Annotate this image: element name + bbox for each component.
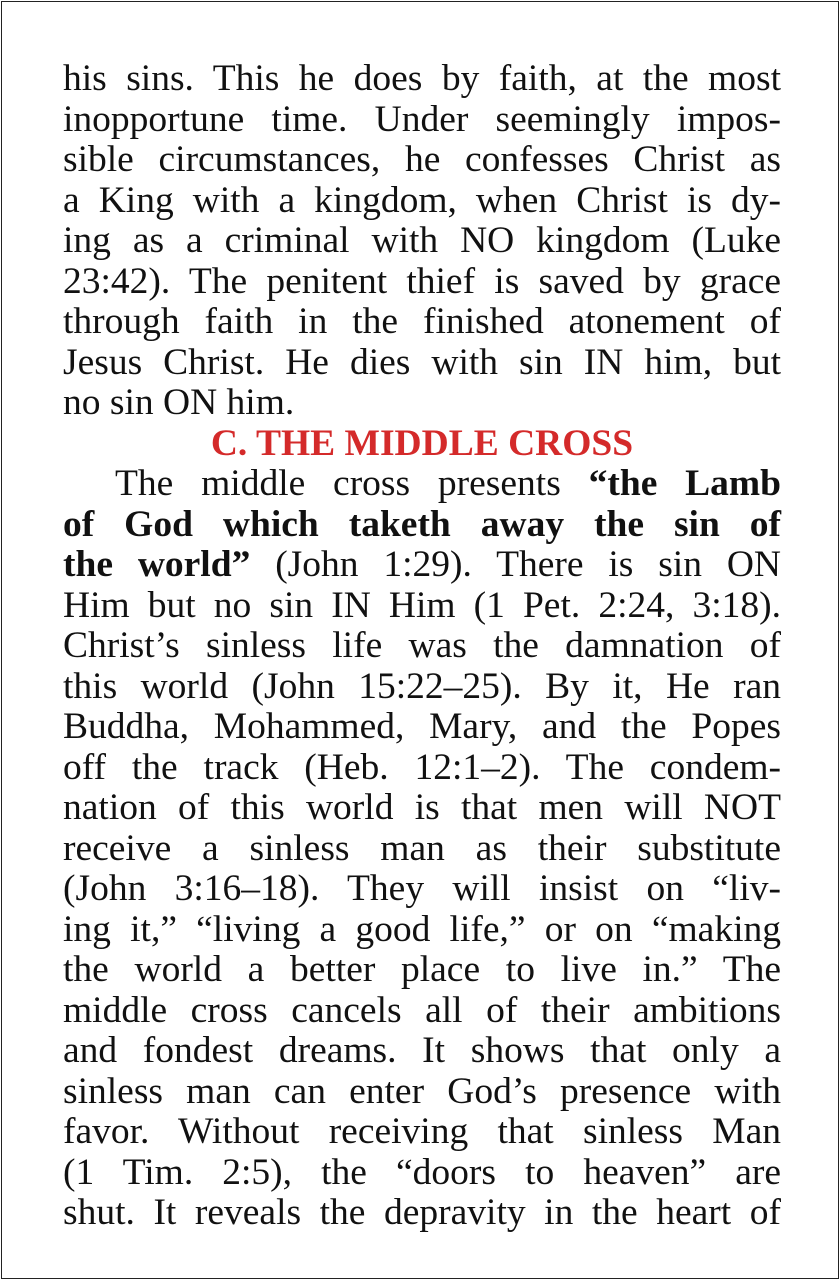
text-line: sinless man can enter God’s presence with	[63, 1070, 781, 1112]
text-line: favor. Without receiving that sinless Man	[63, 1111, 781, 1152]
document-page	[1, 1, 839, 1279]
text-line: the world a better place to live in.” The	[63, 949, 781, 990]
text-line: his sins. This he does by faith, at the most	[63, 58, 781, 99]
text-line: (1 Tim. 2:5), the “doors to heaven” are	[63, 1151, 781, 1193]
text-line: and fondest dreams. It shows that only a	[63, 1030, 781, 1071]
text-line	[63, 464, 781, 505]
text-line: this world (John 15:22–25). By it, He ran	[63, 665, 781, 707]
text-line: receive a sinless man as their substitute	[63, 827, 781, 869]
text-run: (John 1:29). There is sin ON	[250, 544, 781, 585]
text-line: through faith in the finished atonement of	[63, 301, 781, 342]
text-line: middle cross cancels all of their ambitions	[63, 989, 781, 1031]
text-run: The middle cross presents	[115, 463, 589, 504]
paragraph-middle-cross	[63, 464, 781, 1234]
bold-quote-line: of God which taketh away the sin of	[63, 503, 781, 545]
text-line: a King with a kingdom, when Christ is dy-	[63, 179, 781, 221]
text-line: Him but no sin IN Him (1 Pet. 2:24, 3:18).	[63, 584, 781, 626]
text-line: inopportune time. Under seemingly impos-	[63, 98, 781, 140]
text-line: ing as a criminal with NO kingdom (Luke	[63, 220, 781, 261]
text-line: ing it,” “living a good life,” or on “making	[63, 908, 781, 950]
text-line: 23:42). The penitent thief is saved by grace	[63, 260, 781, 302]
section-heading: C. THE MIDDLE CROSS	[210, 422, 634, 464]
text-line: (John 3:16–18). They will insist on “liv-	[63, 868, 781, 909]
text-line: Buddha, Mohammed, Mary, and the Popes	[63, 706, 781, 747]
bold-quote: “the Lamb	[588, 463, 782, 504]
text-line	[63, 545, 781, 586]
text-line: nation of this world is that men will NOT	[63, 787, 781, 828]
paragraph-penitent-thief	[63, 59, 781, 424]
text-line: sible circumstances, he confesses Christ as	[63, 139, 781, 180]
text-line: Jesus Christ. He dies with sin IN him, but	[63, 341, 781, 383]
body-text	[63, 59, 781, 1234]
text-line: no sin ON him.	[63, 382, 295, 423]
text-line: shut. It reveals the depravity in the heart of	[63, 1192, 781, 1233]
bold-quote: the world”	[63, 544, 251, 585]
text-line: Christ’s sinless life was the damnation of	[63, 625, 781, 666]
text-line: off the track (Heb. 12:1–2). The condem-	[63, 746, 781, 788]
